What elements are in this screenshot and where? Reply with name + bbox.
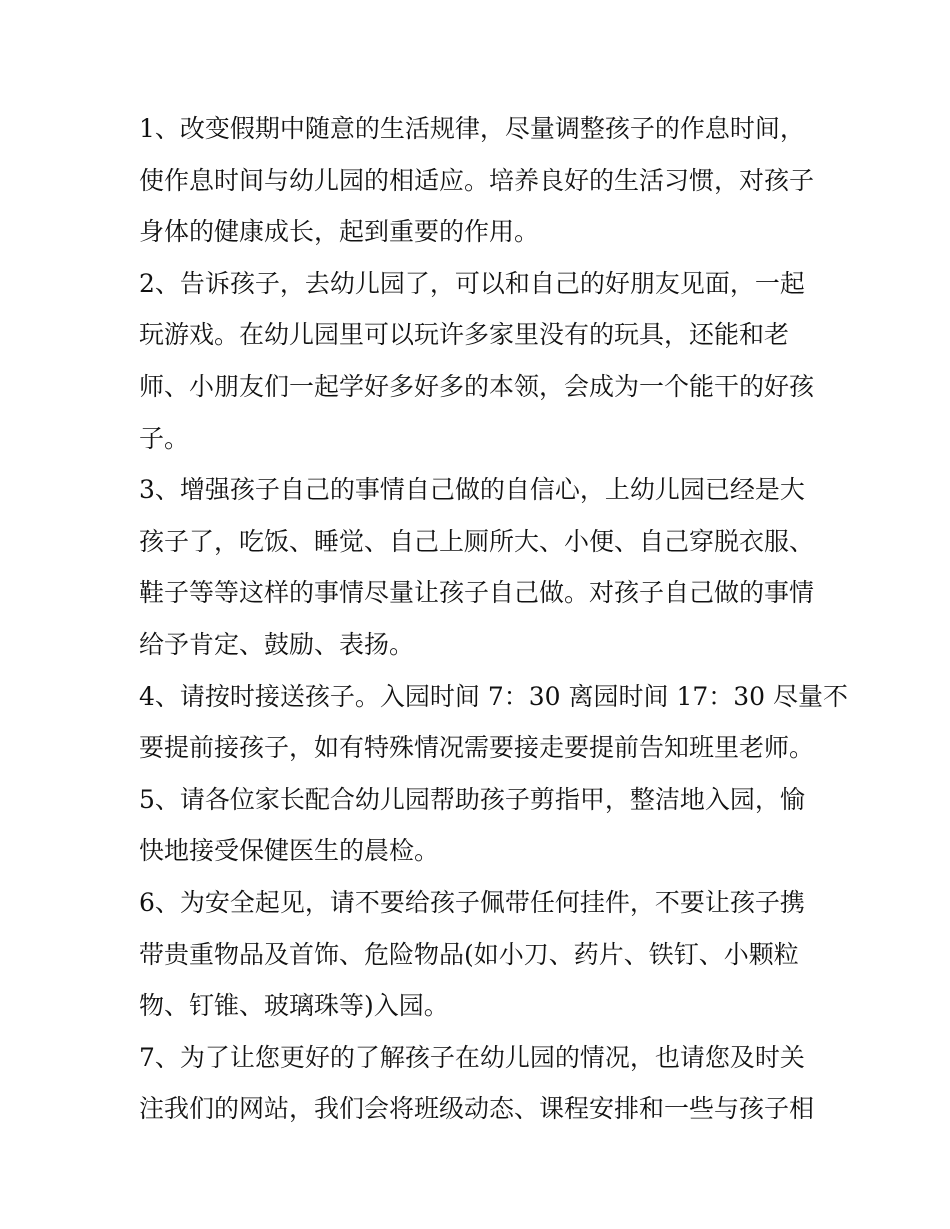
text-line-15: 快地接受保健医生的晨检。 [139,836,440,866]
text-line-3: 身体的健康成长，起到重要的作用。 [139,217,540,247]
document-body [139,103,849,1135]
text-line-12: 4、请按时接送孩子。入园时间 7：30 离园时间 17：30 尽量不 [139,681,849,711]
text-line-17: 带贵重物品及首饰、危险物品(如小刀、药片、铁钉、小颗粒 [139,939,799,969]
text-line-9: 孩子了，吃饭、睡觉、自己上厕所大、小便、自己穿脱衣服、 [139,526,815,556]
text-line-14: 5、请各位家长配合幼儿园帮助孩子剪指甲，整洁地入园，愉 [139,784,805,814]
text-line-20: 注我们的网站，我们会将班级动态、课程安排和一些与孩子相 [139,1094,815,1124]
text-line-5: 玩游戏。在幼儿园里可以玩许多家里没有的玩具，还能和老 [139,320,790,350]
text-line-10: 鞋子等等这样的事情尽量让孩子自己做。对孩子自己做的事情 [139,578,815,608]
text-line-8: 3、增强孩子自己的事情自己做的自信心，上幼儿园已经是大 [139,475,805,505]
text-line-18: 物、钉锥、玻璃珠等)入园。 [139,991,449,1021]
text-line-6: 师、小朋友们一起学好多好多的本领，会成为一个能干的好孩 [139,371,815,401]
text-line-2: 使作息时间与幼儿园的相适应。培养良好的生活习惯，对孩子 [139,165,815,195]
text-line-4: 2、告诉孩子，去幼儿园了，可以和自己的好朋友见面，一起 [139,268,805,298]
text-line-19: 7、为了让您更好的了解孩子在幼儿园的情况，也请您及时关 [139,1042,805,1072]
text-line-7: 子。 [139,423,190,453]
text-line-1: 1、改变假期中随意的生活规律，尽量调整孩子的作息时间， [139,114,805,143]
text-line-11: 给予肯定、鼓励、表扬。 [139,629,415,659]
text-line-13: 要提前接孩子，如有特殊情况需要接走要提前告知班里老师。 [139,733,815,763]
text-line-16: 6、为安全起见，请不要给孩子佩带任何挂件，不要让孩子携 [139,887,805,917]
